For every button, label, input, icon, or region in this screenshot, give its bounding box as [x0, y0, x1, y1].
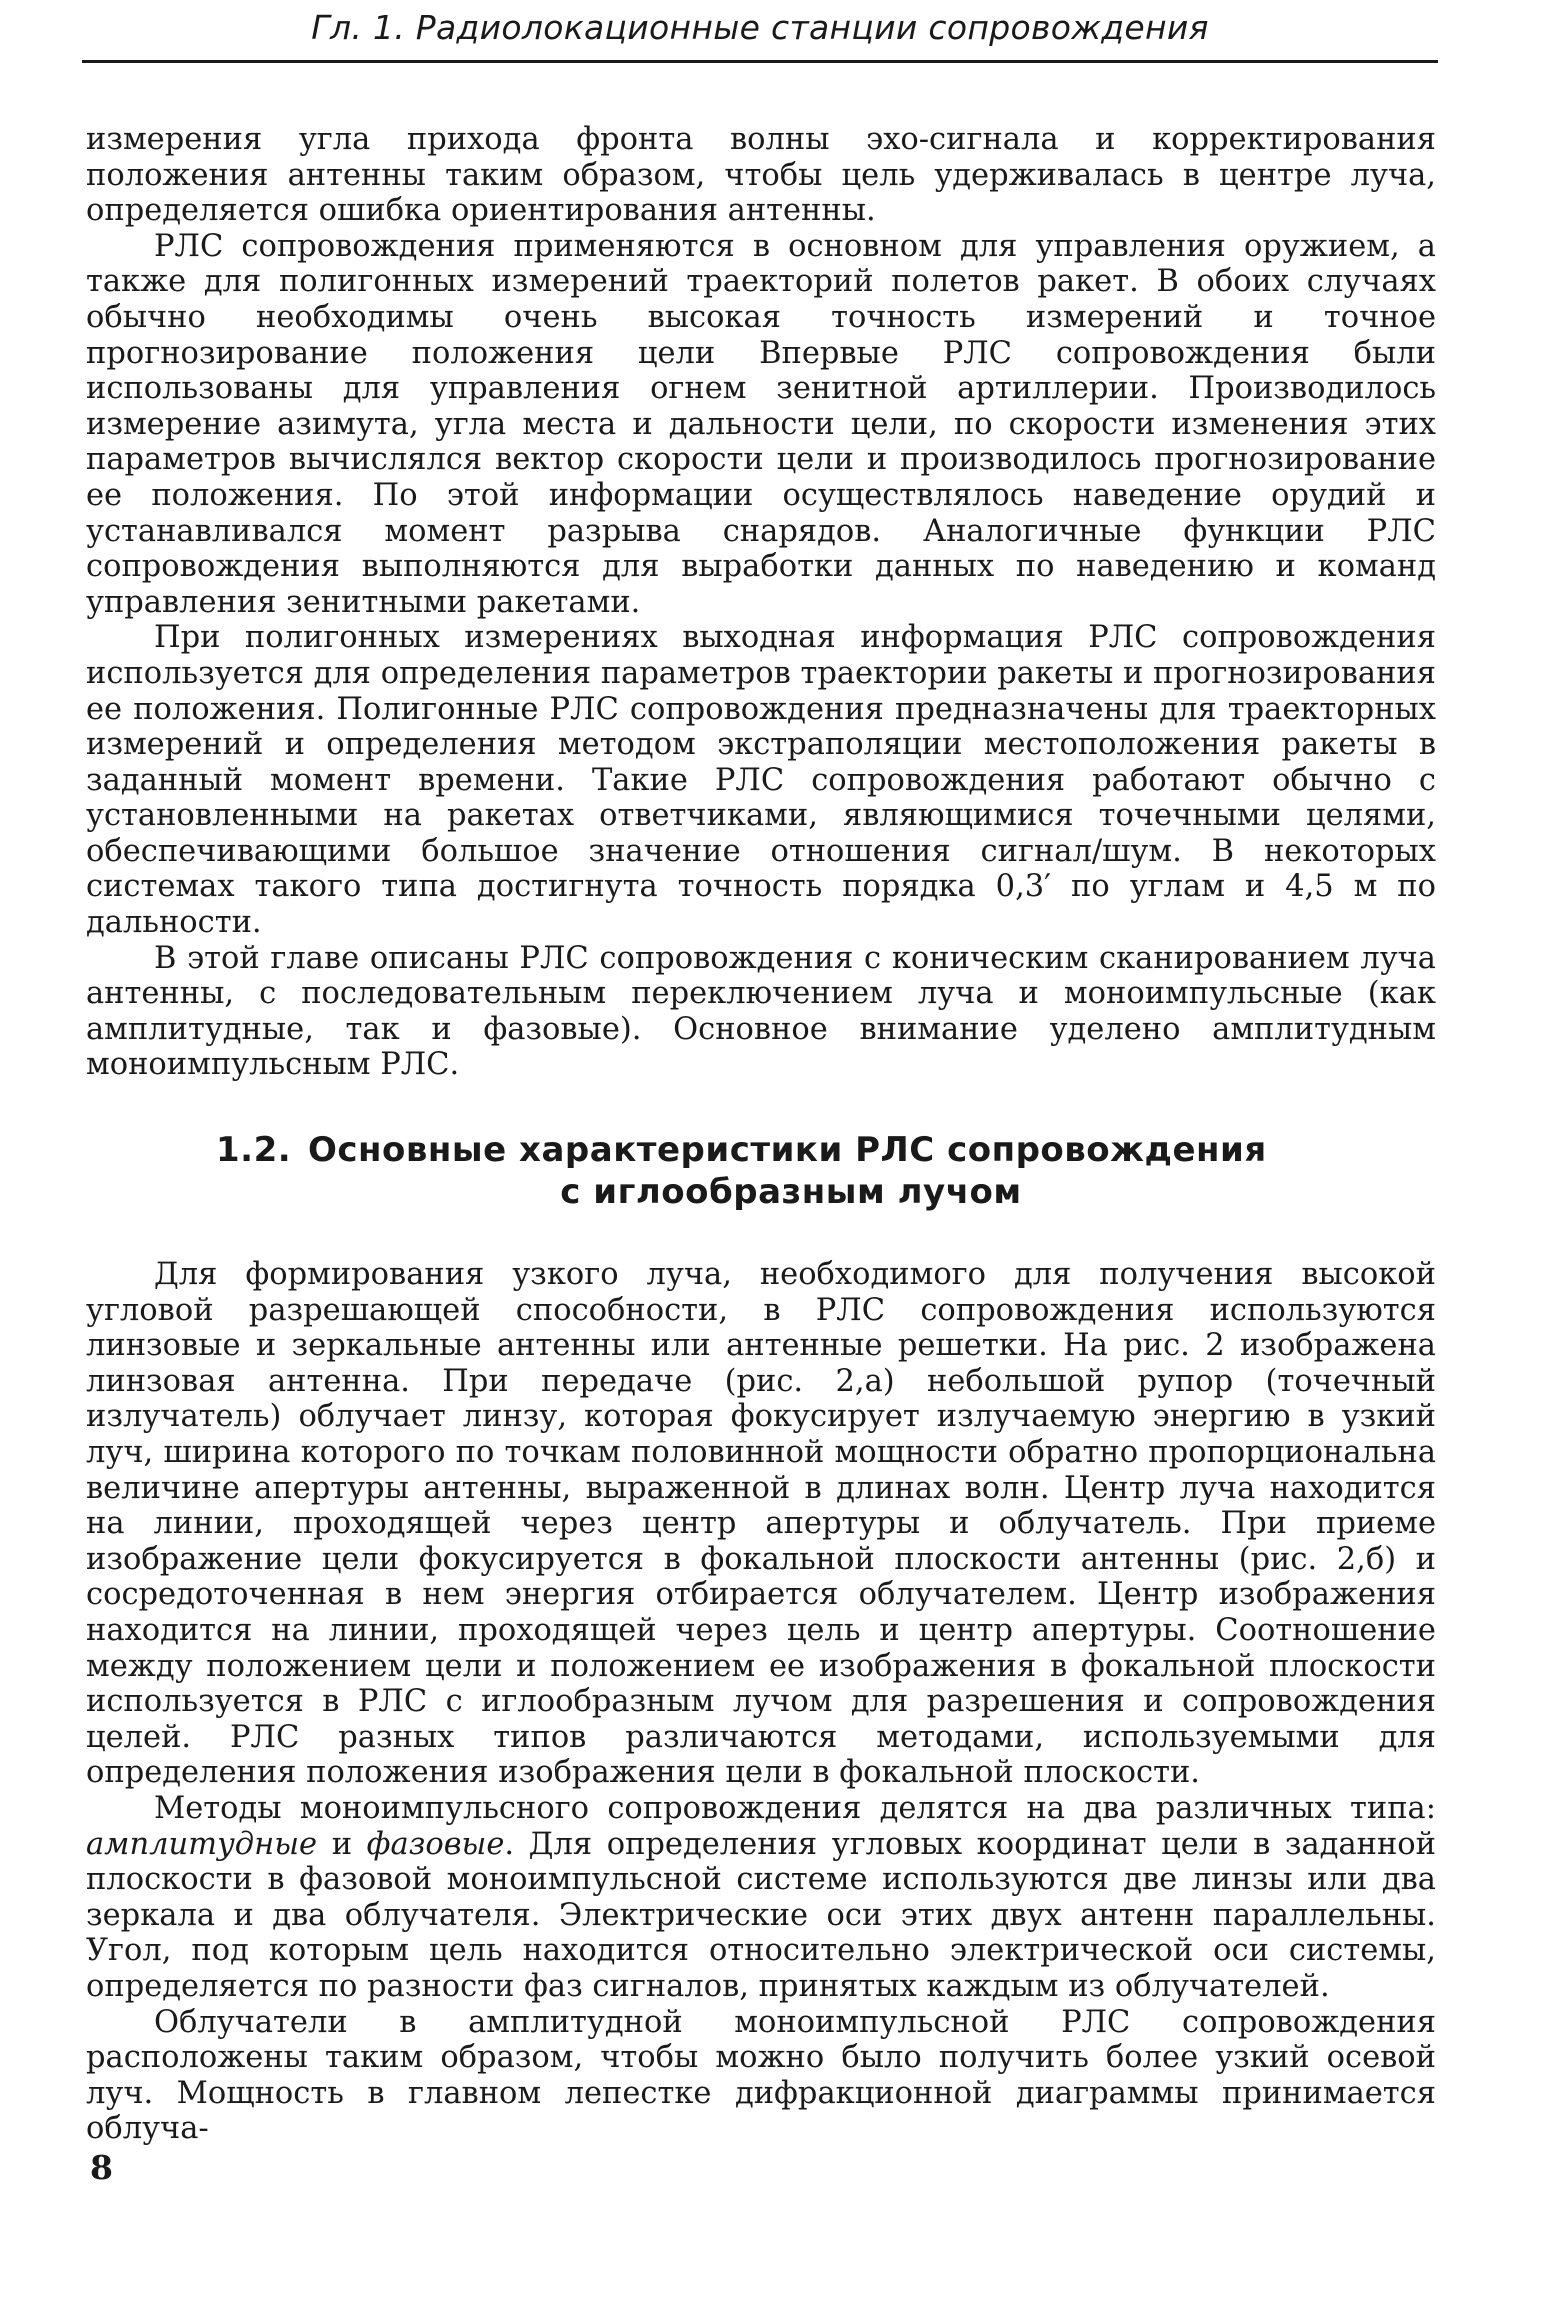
section-heading-line1: [86, 1129, 1436, 1171]
paragraph: Для формирования узкого луча, необходимого для получения высокой угловой разрешающей способности, в РЛС сопровождения используются линзовые и зеркальные антенны или антенные решетки. На рис. 2 изображена линзовая антенна. При передаче (рис. 2,а) небольшой рупор (точечный излучатель) облучает линзу, которая фокусирует излучаемую энергию в узкий луч, ширина которого по точкам половинной мощности обратно пропорциональна величине апертуры антенны, выраженной в длинах волн. Центр луча находится на линии, проходящей через центр апертуры и облучатель. При приеме изображение цели фокусируется в фокальной плоскости антенны (рис. 2,б) и сосредоточенная в нем энергия отбирается облучателем. Центр изображения находится на линии, проходящей через цель и центр апертуры. Соотношение между положением цели и положением ее изображения в фокальной плоскости используется в РЛС с иглообразным лучом для разрешения и сопровождения целей. РЛС разных типов различаются методами, используемыми для определения положения изображения цели в фокальной плоскости.: [86, 1257, 1436, 1791]
section-title-part2: с иглообразным лучом: [560, 1172, 1022, 1213]
paragraph: Облучатели в амплитудной моноимпульсной РЛС сопровождения расположены таким образом, чтобы можно было получить более узкий осевой луч. Мощность в главном лепестке дифракционной диаграммы принимается облуча-: [86, 2004, 1436, 2147]
text-run: Методы моноимпульсного сопровождения делятся на два различных типа:: [154, 1790, 1436, 1826]
text-run: . Для определения угловых координат цели в заданной плоскости в фазовой моноимпульсной системе используются две линзы или два зеркала и два облучателя. Электрические оси этих двух антенн параллельны. Угол, под которым цель находится относительно электрической оси системы, определяется по разности фаз сигналов, принятых каждым из облучателей.: [86, 1826, 1436, 2004]
header-rule: [82, 60, 1438, 63]
section-number: 1.2.: [216, 1130, 292, 1171]
section-title-part1: Основные характеристики РЛС сопровождения: [308, 1130, 1267, 1171]
paragraph: [86, 1791, 1436, 2005]
text-run: и: [317, 1826, 367, 1862]
paragraph: При полигонных измерениях выходная информация РЛС сопровождения используется для определения параметров траектории ракеты и прогнозирования ее положения. Полигонные РЛС сопровождения предназначены для траекторных измерений и определения методом экстраполяции местоположения ракеты в заданный момент времени. Такие РЛС сопровождения работают обычно с установленными на ракетах ответчиками, являющимися точечными целями, обеспечивающими большое значение отношения сигнал/шум. В некоторых системах такого типа достигнута точность порядка 0,3′ по углам и 4,5 м по дальности.: [86, 620, 1436, 941]
section-heading: [86, 1129, 1436, 1213]
page-number: 8: [90, 2148, 113, 2187]
paragraph: РЛС сопровождения применяются в основном для управления оружием, а также для полигонных измерений траекторий полетов ракет. В обоих случаях обычно необходимы очень высокая точность измерений и точное прогнозирование положения цели Впервые РЛС сопровождения были использованы для управления огнем зенитной артиллерии. Производилось измерение азимута, угла места и дальности цели, по скорости изменения этих параметров вычислялся вектор скорости цели и производилось прогнозирование ее положения. По этой информации осуществлялось наведение орудий и устанавливался момент разрыва снарядов. Аналогичные функции РЛС сопровождения выполняются для выработки данных по наведению и команд управления зенитными ракетами.: [86, 228, 1436, 620]
paragraph: В этой главе описаны РЛС сопровождения с коническим сканированием луча антенны, с последовательным переключением луча и моноимпульсные (как амплитудные, так и фазовые). Основное внимание уделено амплитудным моноимпульсным РЛС.: [86, 940, 1436, 1083]
running-head: Гл. 1. Радиолокационные станции сопровождения: [311, 8, 1209, 47]
italic-term: фазовые: [366, 1826, 505, 1862]
italic-term: амплитудные: [86, 1826, 318, 1862]
paragraph-continuation: измерения угла прихода фронта волны эхо-сигнала и корректирования положения антенны таким образом, чтобы цель удерживалась в центре луча, определяется ошибка ориентирования антенны.: [86, 122, 1436, 229]
body-text: [86, 122, 1436, 2147]
